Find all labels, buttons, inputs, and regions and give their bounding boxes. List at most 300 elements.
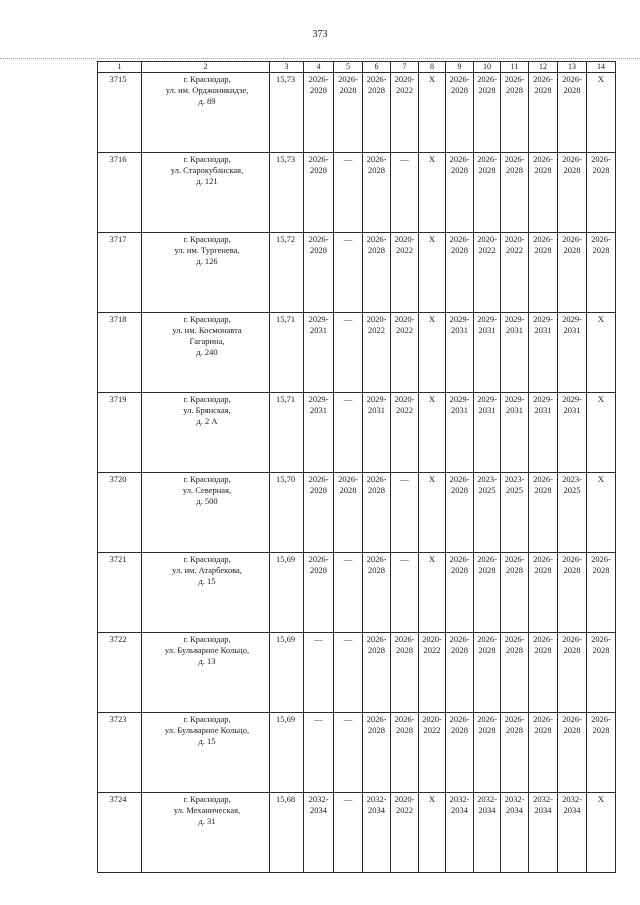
period-cell <box>363 153 391 233</box>
period-cell <box>419 73 446 153</box>
period-cell <box>529 793 558 873</box>
period-cell <box>474 73 501 153</box>
period-cell <box>501 233 529 313</box>
address-cell <box>142 393 270 473</box>
address-line: д. 240 <box>196 347 218 357</box>
period-value: 2026- 2028 <box>477 154 497 175</box>
x-mark: X <box>428 154 436 164</box>
table-row <box>98 153 616 233</box>
address-line: ул. им. Орджоникидзе, <box>165 85 249 95</box>
address-cell <box>142 73 270 153</box>
address-line: г. Краснодар, <box>183 634 231 644</box>
period-value: 2029- 2031 <box>308 314 329 335</box>
period-value: 2026- 2028 <box>591 634 611 655</box>
period-value: 2029- 2031 <box>504 314 525 335</box>
period-cell <box>529 713 558 793</box>
row-number: 3717 <box>98 233 142 313</box>
row-number: 3716 <box>98 153 142 233</box>
period-value: 2026- 2028 <box>533 634 553 655</box>
dash-mark: — <box>343 794 353 804</box>
period-cell <box>529 153 558 233</box>
period-cell <box>558 473 587 553</box>
period-cell <box>446 393 474 473</box>
column-number-row <box>98 62 616 73</box>
address-line: д. 89 <box>198 96 216 106</box>
period-cell <box>587 73 616 153</box>
period-value: 2029- 2031 <box>504 394 525 415</box>
dash-mark: — <box>314 634 323 644</box>
period-cell <box>587 233 616 313</box>
table-row <box>98 73 616 153</box>
period-value: 2020- 2022 <box>394 794 415 815</box>
period-value: 2026- 2028 <box>504 634 525 655</box>
row-number: 3723 <box>98 713 142 793</box>
period-value: 2029- 2031 <box>533 314 553 335</box>
period-cell <box>558 793 587 873</box>
column-number: 8 <box>419 62 446 73</box>
area-value: 15,69 <box>270 713 304 793</box>
period-cell <box>558 233 587 313</box>
x-mark: X <box>428 74 436 84</box>
period-cell <box>304 473 334 553</box>
period-cell <box>587 153 616 233</box>
period-cell <box>419 793 446 873</box>
period-cell <box>474 713 501 793</box>
period-value: 2026- 2028 <box>449 154 470 175</box>
period-cell <box>474 153 501 233</box>
period-value: 2026- 2028 <box>449 474 470 495</box>
column-number: 5 <box>334 62 363 73</box>
address-line: д. 31 <box>198 816 216 826</box>
x-mark: X <box>428 394 436 404</box>
period-cell <box>304 393 334 473</box>
period-value: 2026- 2028 <box>366 74 387 95</box>
column-number: 1 <box>98 62 142 73</box>
x-mark: X <box>428 474 436 484</box>
period-cell <box>363 793 391 873</box>
period-cell <box>304 713 334 793</box>
period-cell <box>391 793 419 873</box>
period-cell <box>334 713 363 793</box>
period-cell <box>529 633 558 713</box>
period-cell <box>501 713 529 793</box>
table-row <box>98 633 616 713</box>
period-value: 2020- 2022 <box>394 394 415 415</box>
period-value: 2026- 2028 <box>504 714 525 735</box>
period-value: 2026- 2028 <box>533 74 553 95</box>
period-cell <box>391 553 419 633</box>
dash-mark: — <box>314 714 323 724</box>
period-value: 2032- 2034 <box>562 794 582 815</box>
period-cell <box>501 473 529 553</box>
period-cell <box>391 633 419 713</box>
period-value: 2029- 2031 <box>477 394 497 415</box>
table-row <box>98 313 616 393</box>
period-value: 2032- 2034 <box>533 794 553 815</box>
period-cell <box>334 73 363 153</box>
period-cell <box>419 313 446 393</box>
period-cell <box>304 313 334 393</box>
period-value: 2026- 2028 <box>504 74 525 95</box>
address-cell <box>142 793 270 873</box>
table-row <box>98 473 616 553</box>
period-cell <box>391 473 419 553</box>
address-line: ул. Бульварное Кольцо, <box>164 645 250 655</box>
row-number: 3718 <box>98 313 142 393</box>
period-value: 2026- 2028 <box>504 154 525 175</box>
dash-mark: — <box>343 234 353 244</box>
area-value: 15,69 <box>270 633 304 713</box>
period-cell <box>419 473 446 553</box>
x-mark: X <box>428 554 436 564</box>
period-value: 2026- 2028 <box>591 234 611 255</box>
period-value: 2026- 2028 <box>562 154 582 175</box>
period-value: 2032- 2034 <box>366 794 387 815</box>
address-line: Гагарина, <box>189 336 225 346</box>
period-cell <box>558 633 587 713</box>
period-value: 2026- 2028 <box>308 154 329 175</box>
address-line: г. Краснодар, <box>183 554 231 564</box>
area-value: 15,71 <box>270 313 304 393</box>
period-cell <box>474 633 501 713</box>
period-value: 2026- 2028 <box>533 714 553 735</box>
period-cell <box>501 793 529 873</box>
dash-mark: — <box>343 394 353 404</box>
column-number: 7 <box>391 62 419 73</box>
period-value: 2026- 2028 <box>562 634 582 655</box>
period-value: 2026- 2028 <box>338 474 358 495</box>
table-row <box>98 393 616 473</box>
dash-mark: — <box>400 154 409 164</box>
period-cell <box>419 153 446 233</box>
period-cell <box>391 393 419 473</box>
area-value: 15,71 <box>270 393 304 473</box>
period-cell <box>501 313 529 393</box>
column-number: 12 <box>529 62 558 73</box>
column-number: 13 <box>558 62 587 73</box>
period-cell <box>446 713 474 793</box>
period-value: 2026- 2028 <box>477 714 497 735</box>
period-cell <box>334 633 363 713</box>
column-number: 2 <box>142 62 270 73</box>
period-cell <box>446 633 474 713</box>
period-cell <box>558 153 587 233</box>
x-mark: X <box>428 234 436 244</box>
address-line: г. Краснодар, <box>183 474 231 484</box>
period-cell <box>587 473 616 553</box>
period-cell <box>446 793 474 873</box>
address-cell <box>142 633 270 713</box>
period-value: 2020- 2022 <box>394 234 415 255</box>
column-number: 14 <box>587 62 616 73</box>
period-cell <box>501 553 529 633</box>
column-number: 10 <box>474 62 501 73</box>
period-value: 2026- 2028 <box>366 634 387 655</box>
address-cell <box>142 233 270 313</box>
area-value: 15,73 <box>270 153 304 233</box>
register-table <box>97 61 616 873</box>
period-cell <box>529 473 558 553</box>
address-line: г. Краснодар, <box>183 394 231 404</box>
period-cell <box>363 473 391 553</box>
period-cell <box>363 553 391 633</box>
address-cell <box>142 473 270 553</box>
period-cell <box>363 233 391 313</box>
address-cell <box>142 153 270 233</box>
period-value: 2026- 2028 <box>449 74 470 95</box>
address-line: г. Краснодар, <box>183 234 231 244</box>
period-value: 2026- 2028 <box>308 554 329 575</box>
area-value: 15,69 <box>270 553 304 633</box>
period-value: 2026- 2028 <box>533 554 553 575</box>
address-line: ул. Старокубанская, <box>170 165 244 175</box>
address-line: ул. Северная, <box>182 485 232 495</box>
period-cell <box>529 553 558 633</box>
period-cell <box>304 233 334 313</box>
row-number: 3719 <box>98 393 142 473</box>
period-value: 2029- 2031 <box>562 314 582 335</box>
address-line: д. 2 А <box>196 416 218 426</box>
period-value: 2026- 2028 <box>394 714 415 735</box>
period-cell <box>446 473 474 553</box>
period-cell <box>334 793 363 873</box>
dash-mark: — <box>343 554 353 564</box>
period-value: 2026- 2028 <box>338 74 358 95</box>
period-value: 2026- 2028 <box>562 714 582 735</box>
period-cell <box>501 153 529 233</box>
address-line: ул. им. Атарбекова, <box>172 565 242 575</box>
period-value: 2026- 2028 <box>562 234 582 255</box>
period-cell <box>446 553 474 633</box>
dash-mark: — <box>343 634 353 644</box>
period-cell <box>587 633 616 713</box>
period-value: 2026- 2028 <box>562 74 582 95</box>
period-cell <box>474 393 501 473</box>
period-value: 2026- 2028 <box>449 714 470 735</box>
period-value: 2026- 2028 <box>308 234 329 255</box>
period-cell <box>558 553 587 633</box>
period-value: 2029- 2031 <box>533 394 553 415</box>
period-cell <box>446 73 474 153</box>
period-cell <box>501 393 529 473</box>
dash-mark: — <box>400 554 409 564</box>
period-value: 2026- 2028 <box>591 154 611 175</box>
address-cell <box>142 713 270 793</box>
period-value: 2026- 2028 <box>308 74 329 95</box>
period-cell <box>529 313 558 393</box>
period-cell <box>474 793 501 873</box>
x-mark: X <box>597 474 605 484</box>
x-mark: X <box>428 794 436 804</box>
period-value: 2026- 2028 <box>477 554 497 575</box>
period-value: 2020- 2022 <box>422 634 442 655</box>
address-cell <box>142 313 270 393</box>
period-cell <box>419 713 446 793</box>
period-value: 2026- 2028 <box>477 74 497 95</box>
period-cell <box>363 313 391 393</box>
period-value: 2026- 2028 <box>591 554 611 575</box>
period-cell <box>587 793 616 873</box>
period-value: 2026- 2028 <box>308 474 329 495</box>
address-line: ул. им. Тургенева, <box>174 245 240 255</box>
period-cell <box>334 553 363 633</box>
period-cell <box>363 393 391 473</box>
period-cell <box>529 233 558 313</box>
column-number: 9 <box>446 62 474 73</box>
period-value: 2026- 2028 <box>562 554 582 575</box>
period-cell <box>391 153 419 233</box>
period-cell <box>304 153 334 233</box>
period-cell <box>474 473 501 553</box>
row-number: 3722 <box>98 633 142 713</box>
period-cell <box>363 633 391 713</box>
period-cell <box>363 73 391 153</box>
period-value: 2026- 2028 <box>394 634 415 655</box>
period-cell <box>587 713 616 793</box>
row-number: 3720 <box>98 473 142 553</box>
x-mark: X <box>597 794 605 804</box>
period-value: 2026- 2028 <box>449 554 470 575</box>
period-cell <box>391 713 419 793</box>
period-cell <box>334 233 363 313</box>
area-value: 15,70 <box>270 473 304 553</box>
period-value: 2026- 2028 <box>449 234 470 255</box>
table-row <box>98 713 616 793</box>
address-line: г. Краснодар, <box>183 714 231 724</box>
period-value: 2032- 2034 <box>504 794 525 815</box>
period-value: 2029- 2031 <box>366 394 387 415</box>
period-value: 2032- 2034 <box>308 794 329 815</box>
period-cell <box>558 393 587 473</box>
period-cell <box>419 233 446 313</box>
period-cell <box>363 713 391 793</box>
dash-mark: — <box>400 474 409 484</box>
header-divider <box>0 58 640 59</box>
period-value: 2029- 2031 <box>562 394 582 415</box>
period-cell <box>334 393 363 473</box>
period-cell <box>474 553 501 633</box>
period-cell <box>446 313 474 393</box>
address-line: д. 121 <box>196 176 218 186</box>
period-value: 2023- 2025 <box>562 474 582 495</box>
period-value: 2032- 2034 <box>477 794 497 815</box>
address-line: ул. Бульварное Кольцо, <box>164 725 250 735</box>
period-value: 2026- 2028 <box>366 714 387 735</box>
period-value: 2026- 2028 <box>504 554 525 575</box>
area-value: 15,68 <box>270 793 304 873</box>
period-cell <box>474 233 501 313</box>
period-cell <box>334 473 363 553</box>
dash-mark: — <box>343 154 353 164</box>
column-number: 6 <box>363 62 391 73</box>
period-cell <box>587 393 616 473</box>
period-cell <box>587 313 616 393</box>
area-value: 15,72 <box>270 233 304 313</box>
address-line: г. Краснодар, <box>183 154 231 164</box>
row-number: 3715 <box>98 73 142 153</box>
period-value: 2026- 2028 <box>533 474 553 495</box>
period-value: 2020- 2022 <box>422 714 442 735</box>
address-line: г. Краснодар, <box>183 314 231 324</box>
period-value: 2029- 2031 <box>449 394 470 415</box>
period-value: 2029- 2031 <box>477 314 497 335</box>
period-value: 2029- 2031 <box>449 314 470 335</box>
x-mark: X <box>597 314 605 324</box>
period-value: 2020- 2022 <box>394 74 415 95</box>
column-number: 4 <box>304 62 334 73</box>
period-value: 2032- 2034 <box>449 794 470 815</box>
period-value: 2029- 2031 <box>308 394 329 415</box>
period-cell <box>391 313 419 393</box>
period-cell <box>529 73 558 153</box>
period-value: 2026- 2028 <box>533 154 553 175</box>
period-cell <box>304 553 334 633</box>
page-number: 373 <box>312 29 328 40</box>
period-cell <box>558 713 587 793</box>
address-line: д. 15 <box>198 576 216 586</box>
area-value: 15,73 <box>270 73 304 153</box>
period-value: 2020- 2022 <box>477 234 497 255</box>
period-cell <box>501 73 529 153</box>
dash-mark: — <box>343 314 353 324</box>
period-cell <box>391 73 419 153</box>
period-cell <box>474 313 501 393</box>
period-value: 2020- 2022 <box>366 314 387 335</box>
period-cell <box>419 553 446 633</box>
address-line: ул. Механическая, <box>173 805 241 815</box>
period-cell <box>446 233 474 313</box>
period-cell <box>501 633 529 713</box>
table-row <box>98 553 616 633</box>
period-value: 2020- 2022 <box>394 314 415 335</box>
period-value: 2026- 2028 <box>477 634 497 655</box>
period-cell <box>304 633 334 713</box>
address-line: д. 500 <box>196 496 218 506</box>
x-mark: X <box>428 314 436 324</box>
period-value: 2026- 2028 <box>366 234 387 255</box>
address-cell <box>142 553 270 633</box>
period-cell <box>558 313 587 393</box>
period-value: 2023- 2025 <box>504 474 525 495</box>
period-cell <box>587 553 616 633</box>
period-cell <box>419 393 446 473</box>
period-cell <box>391 233 419 313</box>
period-value: 2026- 2028 <box>591 714 611 735</box>
period-cell <box>558 73 587 153</box>
period-cell <box>529 393 558 473</box>
period-cell <box>304 73 334 153</box>
period-value: 2020- 2022 <box>504 234 525 255</box>
dash-mark: — <box>343 714 353 724</box>
x-mark: X <box>597 74 605 84</box>
period-value: 2026- 2028 <box>449 634 470 655</box>
x-mark: X <box>597 394 605 404</box>
period-cell <box>419 633 446 713</box>
address-line: ул. Брянская, <box>183 405 231 415</box>
period-value: 2026- 2028 <box>366 474 387 495</box>
address-line: г. Краснодар, <box>183 794 231 804</box>
period-cell <box>446 153 474 233</box>
period-cell <box>304 793 334 873</box>
address-line: г. Краснодар, <box>183 74 231 84</box>
row-number: 3724 <box>98 793 142 873</box>
address-line: д. 15 <box>198 736 216 746</box>
row-number: 3721 <box>98 553 142 633</box>
table-row <box>98 233 616 313</box>
period-value: 2026- 2028 <box>533 234 553 255</box>
address-line: д. 13 <box>198 656 216 666</box>
period-cell <box>334 153 363 233</box>
